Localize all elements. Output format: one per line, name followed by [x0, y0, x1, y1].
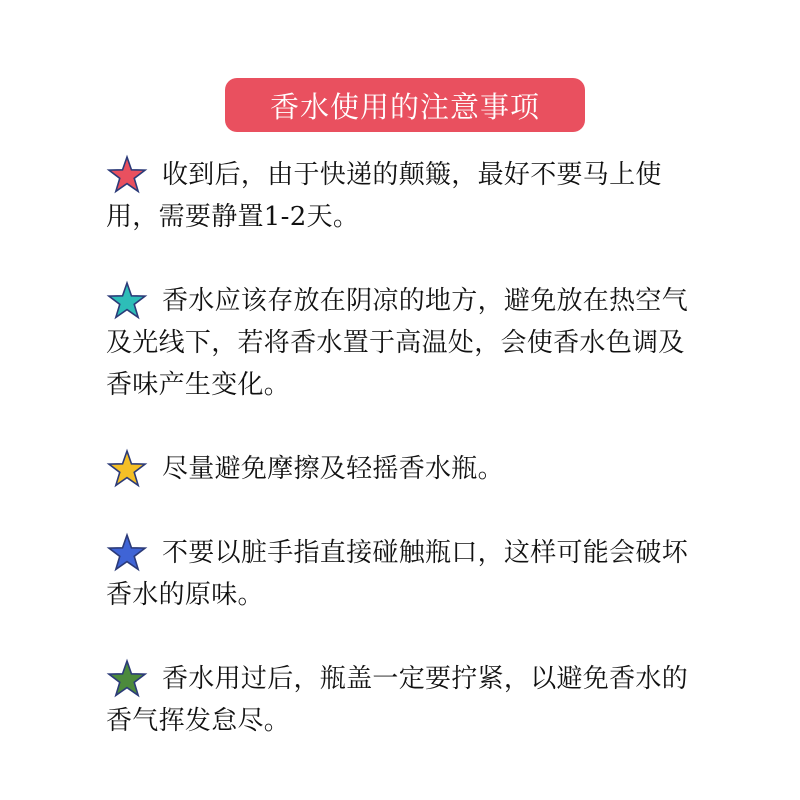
- tip-item: [106, 532, 706, 616]
- tip-item: [106, 448, 706, 490]
- tip-text: 尽量避免摩擦及轻摇香水瓶。: [162, 454, 504, 484]
- tip-item: [106, 658, 706, 742]
- star-icon: [106, 154, 148, 196]
- title-banner: [225, 78, 585, 132]
- tip-item: [106, 154, 706, 238]
- tip-text: 不要以脏手指直接碰触瓶口，这样可能会破坏香水的原味。: [106, 538, 689, 610]
- tip-text: 香水用过后，瓶盖一定要拧紧，以避免香水的香气挥发怠尽。: [106, 664, 689, 736]
- page-title: 香水使用的注意事项: [269, 89, 540, 124]
- tip-text: 香水应该存放在阴凉的地方，避免放在热空气及光线下，若将香水置于高温处，会使香水色调及香味产生变化。: [106, 286, 689, 400]
- star-icon: [106, 658, 148, 700]
- tips-list: [106, 154, 706, 784]
- star-icon: [106, 532, 148, 574]
- tip-item: [106, 280, 706, 406]
- star-icon: [106, 280, 148, 322]
- tip-text: 收到后，由于快递的颠簸，最好不要马上使用，需要静置1-2天。: [106, 160, 662, 232]
- star-icon: [106, 448, 148, 490]
